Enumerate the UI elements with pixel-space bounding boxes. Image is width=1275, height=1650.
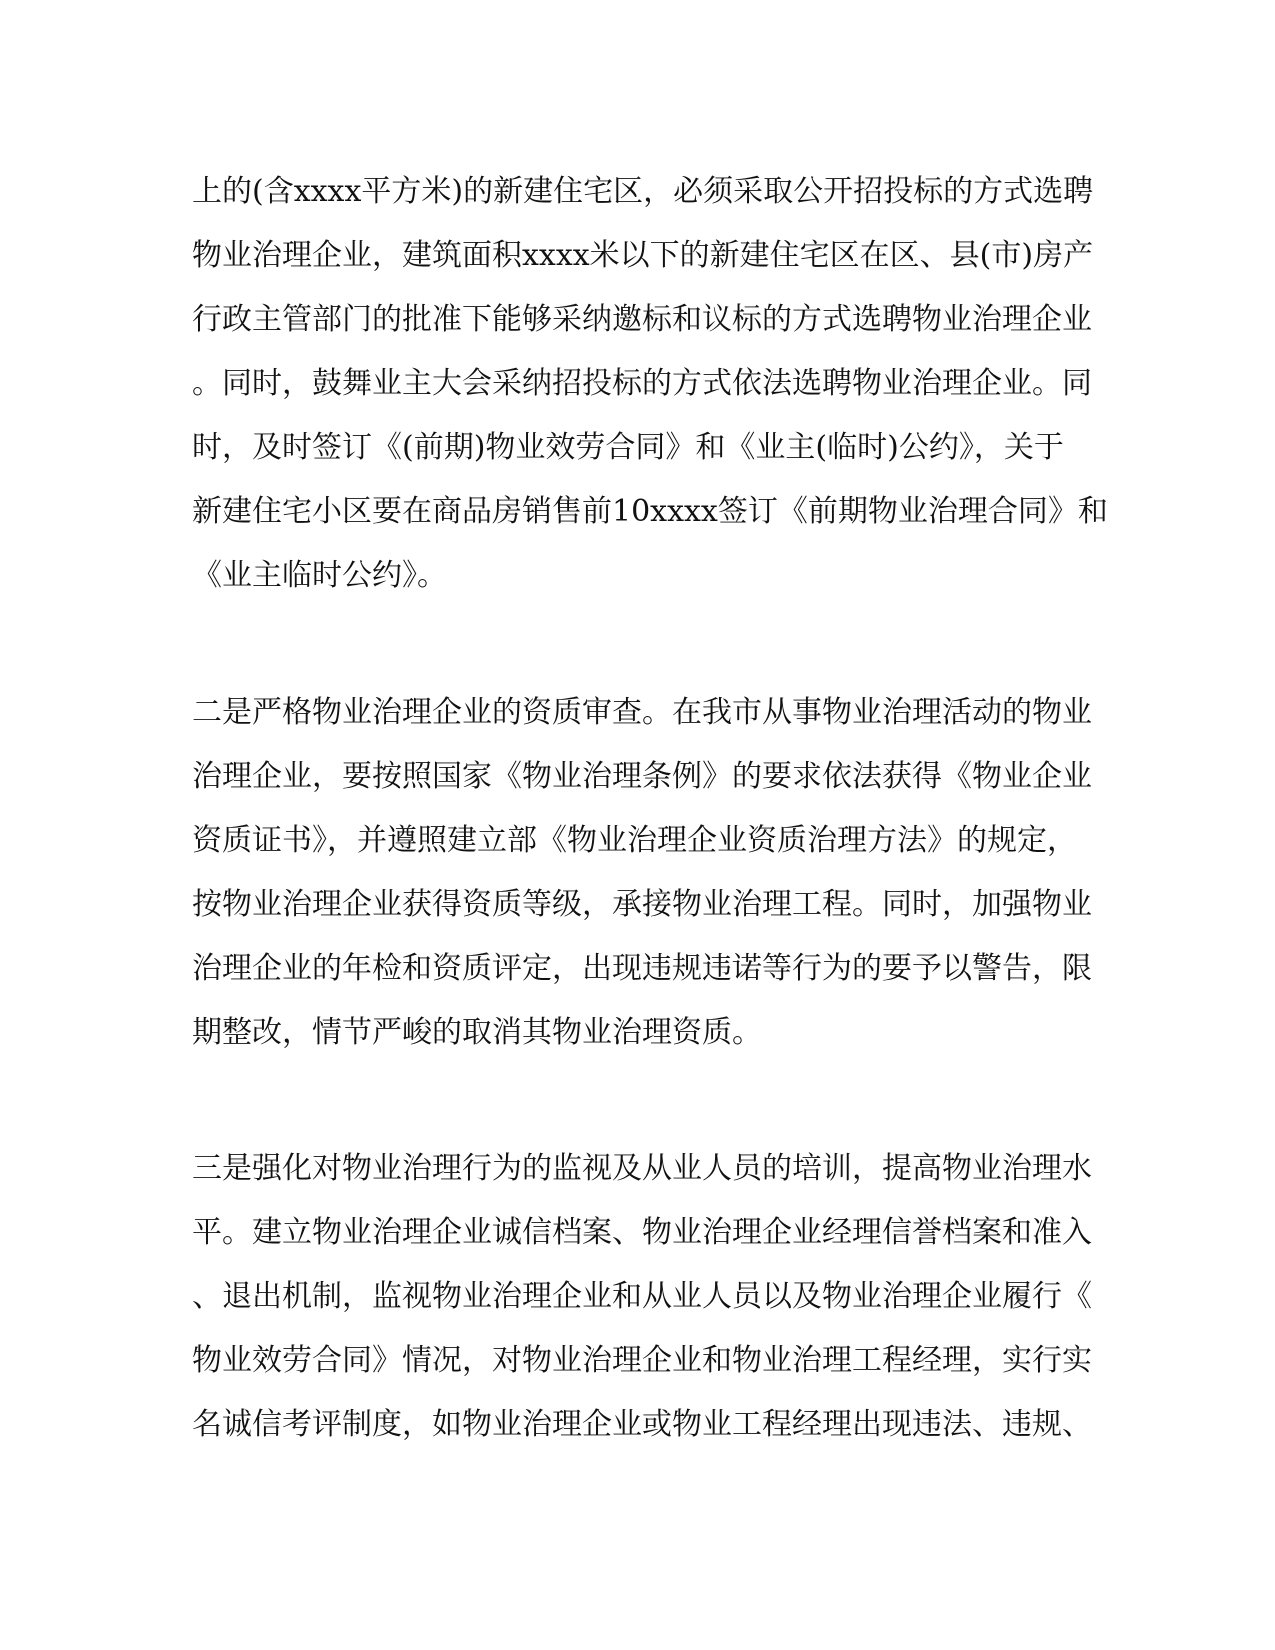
text-line: 治理企业，要按照国家《物业治理条例》的要求依法获得《物业企业 (192, 759, 1092, 794)
text-line: 资质证书》，并遵照建立部《物业治理企业资质治理方法》的规定， (192, 823, 1077, 858)
text-line: 、退出机制，监视物业治理企业和从业人员以及物业治理企业履行《 (192, 1279, 1092, 1314)
text-line: 行政主管部门的批准下能够采纳邀标和议标的方式选聘物业治理企业 (192, 302, 1092, 337)
paragraph-2 (192, 681, 1092, 1065)
text-line: 物业治理企业，建筑面积xxxx米以下的新建住宅区在区、县(市)房产 (192, 238, 1094, 273)
paragraph-1 (192, 160, 1108, 608)
text-line: 物业效劳合同》情况，对物业治理企业和物业治理工程经理，实行实 (192, 1343, 1092, 1378)
text-line: 期整改，情节严峻的取消其物业治理资质。 (192, 1015, 762, 1050)
text-line: 治理企业的年检和资质评定，出现违规违诺等行为的要予以警告，限 (192, 951, 1092, 986)
text-line: 《业主临时公约》。 (192, 558, 447, 593)
paragraph-3 (192, 1137, 1092, 1457)
text-line: 二是严格物业治理企业的资质审查。在我市从事物业治理活动的物业 (192, 695, 1092, 730)
text-line: 。同时，鼓舞业主大会采纳招投标的方式依法选聘物业治理企业。同 (192, 366, 1092, 401)
text-line: 按物业治理企业获得资质等级，承接物业治理工程。同时，加强物业 (192, 887, 1092, 922)
text-line: 三是强化对物业治理行为的监视及从业人员的培训，提高物业治理水 (192, 1151, 1092, 1186)
text-line: 上的(含xxxx平方米)的新建住宅区，必须采取公开招投标的方式选聘 (192, 174, 1094, 209)
text-line: 新建住宅小区要在商品房销售前10xxxx签订《前期物业治理合同》和 (192, 494, 1108, 529)
text-line: 平。建立物业治理企业诚信档案、物业治理企业经理信誉档案和准入 (192, 1215, 1092, 1250)
text-line: 名诚信考评制度，如物业治理企业或物业工程经理出现违法、违规、 (192, 1407, 1092, 1442)
text-line: 时，及时签订《(前期)物业效劳合同》和《业主(临时)公约》，关于 (192, 430, 1064, 465)
